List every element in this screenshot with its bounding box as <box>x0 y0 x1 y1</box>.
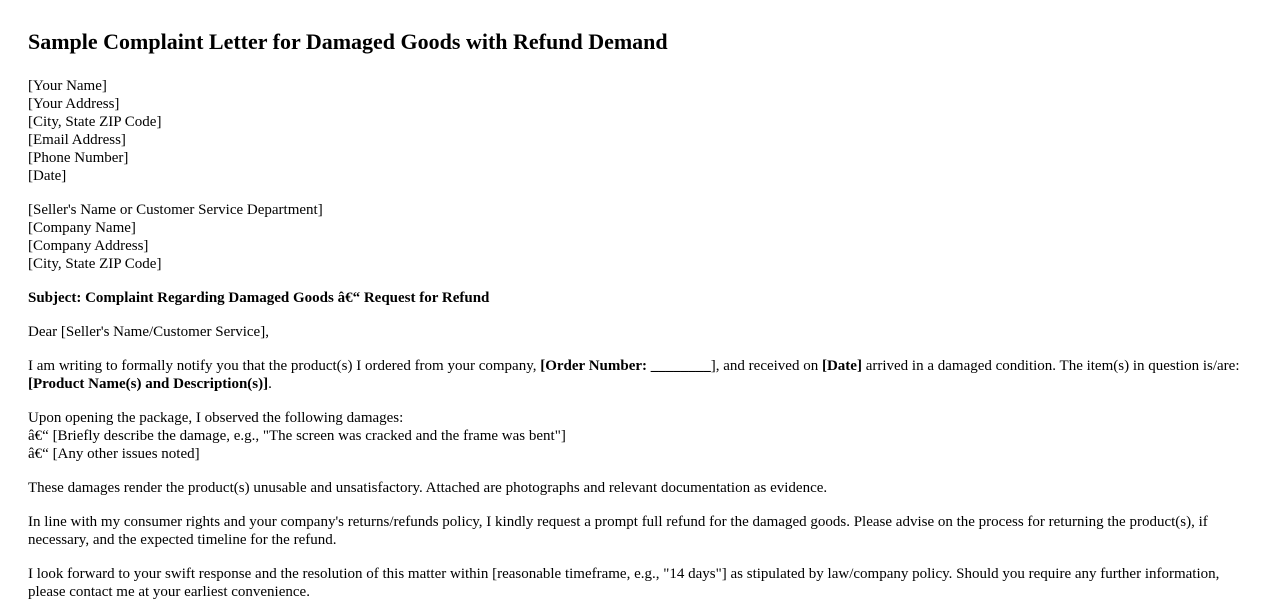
subject-line <box>28 289 1250 307</box>
recipient-company: [Company Name] <box>28 220 136 236</box>
received-date-placeholder: [Date] <box>821 358 862 374</box>
paragraph-evidence: These damages render the product(s) unusable and unsatisfactory. Attached are photographs and relevant documentation as evidence. <box>28 480 828 496</box>
paragraph-damages <box>28 409 1250 463</box>
damage-list-item: â€“ [Any other issues noted] <box>28 446 200 462</box>
paragraph-refund-request: In line with my consumer rights and your company's returns/refunds policy, I kindly request a prompt full refund for the damaged goods. Please advise on the process for returning the product(s), if necessary, and the expected timeline for the refund. <box>28 514 1208 548</box>
recipient-city: [City, State ZIP Code] <box>28 256 162 272</box>
order-number-placeholder: [Order Number: ________ <box>540 358 711 374</box>
damage-list-item: â€“ [Briefly describe the damage, e.g., "The screen was cracked and the frame was bent"] <box>28 428 566 444</box>
sender-address-block <box>28 77 1250 185</box>
page-title: Sample Complaint Letter for Damaged Goods with Refund Demand <box>28 29 668 54</box>
recipient-address: [Company Address] <box>28 238 149 254</box>
paragraph-text: I am writing to formally notify you that the product(s) I ordered from your company, <box>28 358 541 374</box>
paragraph-text: arrived in a damaged condition. The item(s) in question is/are: <box>861 358 1240 374</box>
recipient-address-block <box>28 201 1250 273</box>
sender-date: [Date] <box>28 168 67 184</box>
recipient-name: [Seller's Name or Customer Service Department] <box>28 202 323 218</box>
sender-city: [City, State ZIP Code] <box>28 114 162 130</box>
damages-intro: Upon opening the package, I observed the following damages: <box>28 410 404 426</box>
sender-address: [Your Address] <box>28 96 120 112</box>
sender-name: [Your Name] <box>28 78 107 94</box>
paragraph-text: ], and received on <box>710 358 822 374</box>
paragraph-closing: I look forward to your swift response and the resolution of this matter within [reasonable timeframe, e.g., "14 days"] as stipulated by law/company policy. Should you require any further information, please contact me at your earliest convenience. <box>28 566 1220 600</box>
sender-phone: [Phone Number] <box>28 150 129 166</box>
paragraph-order-details <box>28 357 1250 393</box>
subject-text: Subject: Complaint Regarding Damaged Goods â€“ Request for Refund <box>28 290 490 306</box>
salutation: Dear [Seller's Name/Customer Service], <box>28 324 269 340</box>
product-placeholder: [Product Name(s) and Description(s)] <box>28 376 269 392</box>
paragraph-text: . <box>268 376 272 392</box>
sender-email: [Email Address] <box>28 132 126 148</box>
